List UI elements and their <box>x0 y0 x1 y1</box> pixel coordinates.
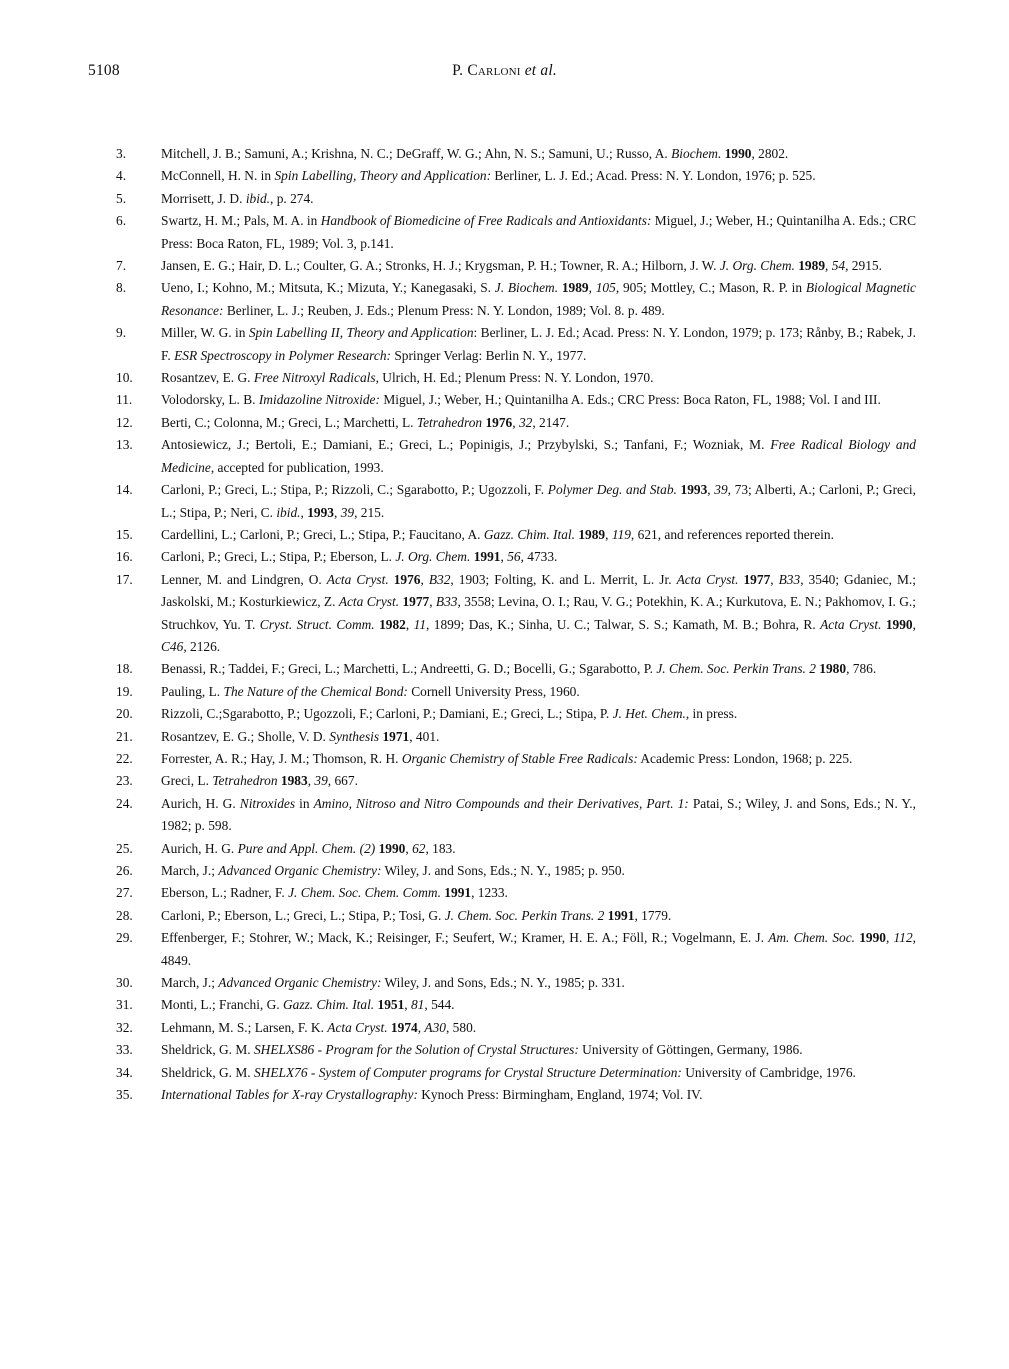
reference-segment: Springer Verlag: Berlin N. Y., 1977. <box>390 347 587 363</box>
reference-number: 24. <box>116 795 133 811</box>
reference-number: 7. <box>116 258 127 274</box>
reference-item <box>116 726 916 748</box>
reference-segment: Advanced Organic Chemistry: <box>218 975 382 991</box>
reference-text <box>161 796 916 833</box>
reference-item <box>116 188 916 210</box>
reference-segment: Carloni, P.; Eberson, L.; Greci, L.; Stipa, P.; Tosi, G. <box>161 907 445 923</box>
reference-segment: Forrester, A. R.; Hay, J. M.; Thomson, R. H. <box>161 750 402 766</box>
reference-item <box>116 210 916 255</box>
reference-segment: 1993 <box>307 504 334 520</box>
reference-segment: University of Göttingen, Germany, 1986. <box>578 1042 803 1058</box>
reference-item <box>116 905 916 927</box>
reference-text <box>161 437 916 474</box>
reference-segment: 1990 <box>724 146 752 161</box>
reference-number: 26. <box>116 863 133 878</box>
reference-segment: , 580. <box>445 1019 477 1035</box>
reference-segment: , <box>429 594 436 610</box>
reference-text <box>161 908 671 923</box>
reference-segment: , <box>417 1019 425 1035</box>
reference-segment: Aurich, H. G. <box>161 840 238 856</box>
reference-text <box>161 572 916 654</box>
reference-item <box>116 681 916 703</box>
reference-segment: 11 <box>413 616 427 632</box>
reference-text <box>161 930 916 967</box>
reference-number: 4. <box>116 168 127 184</box>
reference-segment: in <box>295 795 314 811</box>
reference-item <box>116 412 916 434</box>
reference-item <box>116 838 916 860</box>
reference-text <box>161 1065 856 1080</box>
reference-number: 14. <box>116 482 133 498</box>
reference-segment: , <box>500 549 508 565</box>
running-head <box>0 62 1009 80</box>
reference-segment: , 401. <box>409 728 440 744</box>
reference-item <box>116 882 916 904</box>
reference-segment: 105 <box>595 280 616 296</box>
reference-segment: Miller, W. G. in <box>161 325 249 341</box>
reference-text <box>161 325 916 362</box>
reference-item <box>116 994 916 1016</box>
reference-segment: J. Biochem. <box>494 280 559 296</box>
reference-item <box>116 927 916 972</box>
reference-number: 33. <box>116 1042 133 1058</box>
reference-item <box>116 1039 916 1061</box>
reference-segment: A30 <box>424 1019 446 1035</box>
reference-segment: Rosantzev, E. G. <box>161 370 254 386</box>
reference-number: 13. <box>116 437 133 453</box>
reference-segment: 1983 <box>280 773 308 789</box>
reference-segment: Berliner, L. J.; Reuben, J. Eds.; Plenum Press: N. Y. London, 1989; Vol. 8. p. 489. <box>223 302 665 318</box>
reference-segment: International Tables for X-ray Crystallography: <box>161 1087 418 1103</box>
reference-segment: Pure and Appl. Chem. (2) <box>237 840 376 856</box>
reference-number: 30. <box>116 975 133 991</box>
reference-number: 29. <box>116 930 133 946</box>
reference-segment: , 1903; Folting, K. and L. Merrit, L. Jr. <box>450 571 677 587</box>
reference-number: 15. <box>116 526 133 542</box>
reference-segment: , accepted for publication, 1993. <box>210 459 384 475</box>
reference-item <box>116 479 916 524</box>
reference-segment: Monti, L.; Franchi, G. <box>161 997 283 1013</box>
reference-segment: J. Org. Chem. <box>395 549 471 565</box>
reference-segment: 112 <box>893 930 913 946</box>
reference-segment: McConnell, H. N. in <box>161 168 275 184</box>
reference-number: 20. <box>116 706 133 722</box>
reference-number: 17. <box>116 571 133 587</box>
reference-segment: 1976 <box>485 414 513 430</box>
reference-item <box>116 524 916 546</box>
reference-segment: ibid. <box>276 504 301 520</box>
reference-item <box>116 1062 916 1084</box>
reference-segment: J. Het. Chem. <box>612 706 686 722</box>
reference-segment: Am. Chem. Soc. <box>768 930 856 946</box>
reference-segment: Wiley, J. and Sons, Eds.; N. Y., 1985; p. 950. <box>381 863 625 878</box>
reference-item <box>116 1084 916 1106</box>
reference-segment: , <box>512 414 519 430</box>
reference-segment: Acta Cryst. <box>338 594 400 610</box>
reference-segment: , 905; Mottley, C.; Mason, R. P. in <box>615 280 806 296</box>
reference-segment: 1976 <box>393 571 421 587</box>
reference-segment: Imidazoline Nitroxide: <box>258 392 380 408</box>
reference-segment: C46 <box>161 638 184 654</box>
reference-number: 10. <box>116 370 133 386</box>
reference-text <box>161 773 358 788</box>
reference-text <box>161 751 852 766</box>
reference-number: 31. <box>116 997 133 1013</box>
reference-number: 18. <box>116 661 133 677</box>
reference-segment: Berti, C.; Colonna, M.; Greci, L.; Marchetti, L. <box>161 414 417 430</box>
reference-item <box>116 972 916 994</box>
reference-item <box>116 748 916 770</box>
reference-segment: Handbook of Biomedicine of Free Radicals and Antioxidants: <box>320 213 652 229</box>
reference-segment: ESR Spectroscopy in Polymer Research: <box>174 347 391 363</box>
reference-segment: 54 <box>831 258 846 274</box>
reference-segment: , 215. <box>354 504 385 520</box>
reference-text <box>161 392 881 407</box>
reference-segment: J. Org. Chem. <box>719 258 795 274</box>
reference-segment: March, J.; <box>161 863 219 878</box>
reference-item <box>116 546 916 568</box>
reference-text <box>161 258 882 273</box>
reference-segment: Tetrahedron <box>212 773 278 789</box>
reference-segment: , 2126. <box>183 638 221 654</box>
reference-segment: 1980 <box>819 661 847 677</box>
reference-segment: Pauling, L. <box>161 683 224 699</box>
reference-segment: , <box>707 482 715 498</box>
reference-segment: Benassi, R.; Taddei, F.; Greci, L.; Marchetti, L.; Andreetti, G. D.; Bocelli, G.; Sgarabotto, P. <box>161 661 657 677</box>
reference-segment: Carloni, P.; Greci, L.; Stipa, P.; Rizzoli, C.; Sgarabotto, P.; Ugozzoli, F. <box>161 482 548 498</box>
reference-segment: , <box>333 504 341 520</box>
reference-segment: , 544. <box>424 997 455 1013</box>
reference-segment: Wiley, J. and Sons, Eds.; N. Y., 1985; p. 331. <box>381 975 625 991</box>
reference-item <box>116 793 916 838</box>
reference-text <box>161 482 916 519</box>
reference-segment: Acta Cryst. <box>327 1019 388 1035</box>
reference-segment: March, J.; <box>161 975 219 991</box>
reference-segment: 1990 <box>859 930 886 946</box>
reference-segment: 1991 <box>444 885 472 901</box>
reference-text <box>161 191 314 206</box>
reference-segment: 1977 <box>743 571 771 587</box>
reference-item <box>116 255 916 277</box>
reference-segment: B32 <box>428 571 451 587</box>
reference-segment: Kynoch Press: Birmingham, England, 1974; Vol. IV. <box>417 1087 703 1103</box>
reference-segment: Polymer Deg. and Stab. <box>547 482 677 498</box>
reference-text <box>161 863 625 878</box>
reference-segment: Lehmann, M. S.; Larsen, F. K. <box>161 1019 328 1035</box>
reference-segment: Spin Labelling, Theory and Application: <box>274 168 492 184</box>
reference-text <box>161 549 557 564</box>
reference-number: 5. <box>116 190 127 206</box>
reference-text <box>161 997 455 1012</box>
reference-text <box>161 706 737 721</box>
reference-item <box>116 703 916 725</box>
reference-text <box>161 168 816 183</box>
reference-number: 6. <box>116 213 127 229</box>
reference-segment: Amino, Nitroso and Nitro Compounds and their Derivatives, Part. 1: <box>313 795 689 811</box>
reference-segment: 1991 <box>607 907 635 923</box>
reference-segment: Aurich, H. G. <box>161 795 240 811</box>
reference-segment: Cryst. Struct. Comm. <box>259 616 375 632</box>
reference-segment: , 786. <box>846 661 877 677</box>
reference-segment: Cardellini, L.; Carloni, P.; Greci, L.; Stipa, P.; Faucitano, A. <box>161 526 484 542</box>
reference-segment: 119 <box>611 526 631 542</box>
reference-number: 25. <box>116 840 133 856</box>
running-head-et-al: et al. <box>520 62 557 79</box>
reference-segment: Free Nitroxyl Radicals <box>253 370 376 386</box>
reference-segment: The Nature of the Chemical Bond: <box>223 683 408 699</box>
reference-segment: Acta Cryst. <box>326 571 389 587</box>
reference-list <box>116 143 916 1106</box>
reference-segment: Gazz. Chim. Ital. <box>483 526 575 542</box>
reference-segment: , 73; Alberti, A.; Carloni, P.; Greci, L.; Stipa, P.; Neri, C. <box>161 482 916 520</box>
reference-text <box>161 885 508 900</box>
reference-segment: , 667. <box>327 773 358 789</box>
reference-segment: 1971 <box>382 728 410 744</box>
reference-segment: , <box>307 773 315 789</box>
reference-segment: Mitchell, J. B.; Samuni, A.; Krishna, N. C.; DeGraff, W. G.; Ahn, N. S.; Samuni, U.; Russo, A. <box>161 146 672 161</box>
reference-number: 35. <box>116 1087 133 1103</box>
reference-segment: , <box>405 616 414 632</box>
reference-segment: 62 <box>412 840 426 856</box>
reference-segment: Antosiewicz, J.; Bertoli, E.; Damiani, E.; Greci, L.; Popinigis, J.; Przybylski, S.; Tanfani, F.; Wozniak, M. <box>161 437 771 453</box>
reference-segment: Greci, L. <box>161 773 213 789</box>
reference-text <box>161 729 439 744</box>
reference-text <box>161 661 876 676</box>
reference-segment: , in press. <box>685 706 738 722</box>
reference-number: 11. <box>116 392 133 408</box>
reference-segment: Advanced Organic Chemistry: <box>218 863 382 878</box>
reference-segment: 39 <box>714 482 728 498</box>
reference-text <box>161 1042 803 1057</box>
reference-number: 9. <box>116 325 127 341</box>
reference-text <box>161 684 580 699</box>
reference-segment: , <box>405 840 413 856</box>
reference-segment: , 2915. <box>845 258 882 274</box>
reference-segment: SHELXS86 - Program for the Solution of Crystal Structures: <box>253 1042 579 1058</box>
reference-segment: , <box>886 930 894 946</box>
reference-segment: 1951 <box>377 997 405 1013</box>
reference-segment: , 1233. <box>471 885 508 901</box>
reference-segment: 1991 <box>473 549 501 565</box>
reference-segment: Gazz. Chim. Ital. <box>283 997 375 1013</box>
reference-text <box>161 527 834 542</box>
reference-number: 8. <box>116 280 127 296</box>
reference-segment: J. Chem. Soc. Chem. Comm. <box>288 885 441 901</box>
reference-segment: Eberson, L.; Radner, F. <box>161 885 289 901</box>
reference-item <box>116 165 916 187</box>
reference-segment: Lenner, M. and Lindgren, O. <box>161 571 327 587</box>
reference-number: 28. <box>116 907 133 923</box>
reference-text <box>161 280 916 317</box>
reference-item <box>116 658 916 680</box>
reference-segment: Spin Labelling II, Theory and Application <box>248 325 474 341</box>
reference-number: 34. <box>116 1064 133 1080</box>
reference-segment: Biological Magnetic Resonance: <box>161 280 916 318</box>
reference-segment: , 1779. <box>634 907 672 923</box>
reference-segment: , <box>588 280 596 296</box>
reference-segment: 1989 <box>561 280 589 296</box>
reference-segment: , 3540; Gdaniec, M.; Jaskolski, M.; Kosturkiewicz, Z. <box>161 571 916 610</box>
reference-segment: Synthesis <box>329 728 380 744</box>
reference-segment: , <box>404 997 411 1013</box>
reference-segment: 32 <box>518 414 533 430</box>
reference-item <box>116 434 916 479</box>
reference-number: 23. <box>116 773 133 789</box>
reference-item <box>116 389 916 411</box>
reference-segment: 1974 <box>390 1019 418 1035</box>
reference-segment: 39 <box>340 504 355 520</box>
reference-segment: , <box>300 504 308 520</box>
reference-segment: Cornell University Press, 1960. <box>407 683 580 699</box>
reference-item <box>116 367 916 389</box>
reference-segment: Miguel, J.; Weber, H.; Quintanilha A. Eds.; CRC Press: Boca Raton, FL, 1988; Vol. I and III. <box>379 392 881 408</box>
reference-number: 3. <box>116 146 127 161</box>
reference-text <box>161 146 788 161</box>
reference-item <box>116 277 916 322</box>
reference-segment: Ueno, I.; Kohno, M.; Mitsuta, K.; Mizuta, Y.; Kanegasaki, S. <box>161 280 495 296</box>
reference-segment: Acta Cryst. <box>820 616 882 632</box>
reference-segment: , <box>420 571 429 587</box>
reference-segment: Organic Chemistry of Stable Free Radicals: <box>401 750 638 766</box>
reference-item <box>116 569 916 659</box>
reference-segment: Nitroxides <box>239 795 296 811</box>
reference-segment: Biochem. <box>671 146 722 161</box>
reference-segment: , <box>605 526 612 542</box>
reference-segment: University of Cambridge, 1976. <box>681 1064 856 1080</box>
reference-item <box>116 860 916 882</box>
reference-text <box>161 1020 476 1035</box>
reference-segment: , 3558; Levina, O. I.; Rau, V. G.; Potekhin, K. A.; Kurkutova, E. N.; Pakhomov, I. G.; Struchkov, Yu. T. <box>161 594 916 632</box>
reference-segment: Academic Press: London, 1968; p. 225. <box>637 750 853 766</box>
reference-segment: Rosantzev, E. G.; Sholle, V. D. <box>161 728 330 744</box>
reference-segment: , <box>770 571 779 587</box>
reference-segment: Volodorsky, L. B. <box>161 392 259 408</box>
reference-segment: , 4733. <box>520 549 558 565</box>
reference-segment: , <box>912 616 916 632</box>
reference-segment: B33 <box>778 571 801 587</box>
reference-text <box>161 213 916 250</box>
reference-segment: , 2147. <box>532 414 570 430</box>
reference-text <box>161 975 625 990</box>
reference-number: 12. <box>116 414 133 430</box>
reference-segment: Rizzoli, C.;Sgarabotto, P.; Ugozzoli, F.; Carloni, P.; Damiani, E.; Greci, L.; Stipa, P. <box>161 706 613 722</box>
reference-segment: 1982 <box>379 616 406 632</box>
reference-number: 16. <box>116 549 133 565</box>
reference-item <box>116 143 916 165</box>
reference-segment: Miguel, J.; Weber, H.; Quintanilha A. Eds.; CRC Press: Boca Raton, FL, 1989; Vol. 3, p.141. <box>161 213 916 251</box>
reference-segment: Patai, S.; Wiley, J. and Sons, Eds.; N. Y., 1982; p. 598. <box>161 795 916 834</box>
reference-text <box>161 370 653 385</box>
running-head-initial: P. <box>452 62 468 79</box>
reference-segment: Acta Cryst. <box>676 571 739 587</box>
reference-item <box>116 1017 916 1039</box>
reference-segment: 1990 <box>378 840 406 856</box>
reference-segment: Swartz, H. M.; Pals, M. A. in <box>161 213 321 229</box>
reference-segment: 1977 <box>402 594 430 610</box>
reference-segment: , p. 274. <box>270 190 314 206</box>
reference-number: 22. <box>116 750 133 766</box>
reference-segment: Morrisett, J. D. <box>161 190 246 206</box>
reference-text <box>161 1087 702 1102</box>
reference-segment: ibid. <box>245 190 270 206</box>
reference-number: 27. <box>116 885 133 901</box>
reference-segment: Sheldrick, G. M. <box>161 1042 254 1058</box>
reference-segment: 1989 <box>578 526 606 542</box>
reference-item <box>116 322 916 367</box>
reference-item <box>116 770 916 792</box>
reference-segment: Berliner, L. J. Ed.; Acad. Press: N. Y. London, 1976; p. 525. <box>491 168 816 184</box>
reference-segment: , Ulrich, H. Ed.; Plenum Press: N. Y. London, 1970. <box>375 370 654 386</box>
reference-segment: 39 <box>314 773 328 789</box>
reference-segment: , 1899; Das, K.; Sinha, U. C.; Talwar, S. S.; Kamath, M. B.; Bohra, R. <box>426 616 821 632</box>
reference-number: 19. <box>116 683 133 699</box>
reference-segment: J. Chem. Soc. Perkin Trans. 2 <box>444 907 605 923</box>
reference-segment: , <box>825 258 832 274</box>
reference-segment: SHELX76 - System of Computer programs for Crystal Structure Determination: <box>253 1064 682 1080</box>
reference-segment: Free Radical Biology and Medicine <box>161 437 916 475</box>
reference-segment: 56 <box>507 549 521 565</box>
page-number: 5108 <box>88 62 120 79</box>
reference-segment: , 183. <box>425 840 456 856</box>
reference-segment: 1989 <box>798 258 826 274</box>
reference-text <box>161 415 569 430</box>
running-head-author: Carloni <box>467 62 521 79</box>
reference-segment: , 2802. <box>751 146 789 161</box>
reference-segment: 81 <box>410 997 425 1013</box>
reference-segment: : Berliner, L. J. Ed.; Acad. Press: N. Y. London, 1979; p. 173; Rånby, B.; Rabek, J. F. <box>161 325 916 363</box>
reference-segment: Tetrahedron <box>416 414 483 430</box>
reference-segment: Carloni, P.; Greci, L.; Stipa, P.; Eberson, L. <box>161 549 396 565</box>
reference-segment: Jansen, E. G.; Hair, D. L.; Coulter, G. A.; Stronks, H. J.; Krygsman, P. H.; Towner, R. A.; Hilborn, J. W. <box>161 258 720 274</box>
reference-segment: B33 <box>435 594 458 610</box>
reference-segment: Effenberger, F.; Stohrer, W.; Mack, K.; Reisinger, F.; Seufert, W.; Kramer, H. E. A.; Föll, R.; Vogelmann, E. J. <box>161 930 769 946</box>
reference-segment: J. Chem. Soc. Perkin Trans. 2 <box>656 661 816 677</box>
reference-segment: 1990 <box>885 616 913 632</box>
reference-number: 21. <box>116 728 133 744</box>
reference-segment: 1993 <box>680 482 708 498</box>
reference-segment: , 621, and references reported therein. <box>630 526 834 542</box>
reference-segment: , 4849. <box>161 930 916 968</box>
reference-number: 32. <box>116 1019 133 1035</box>
reference-segment: Sheldrick, G. M. <box>161 1064 254 1080</box>
reference-text <box>161 841 456 856</box>
